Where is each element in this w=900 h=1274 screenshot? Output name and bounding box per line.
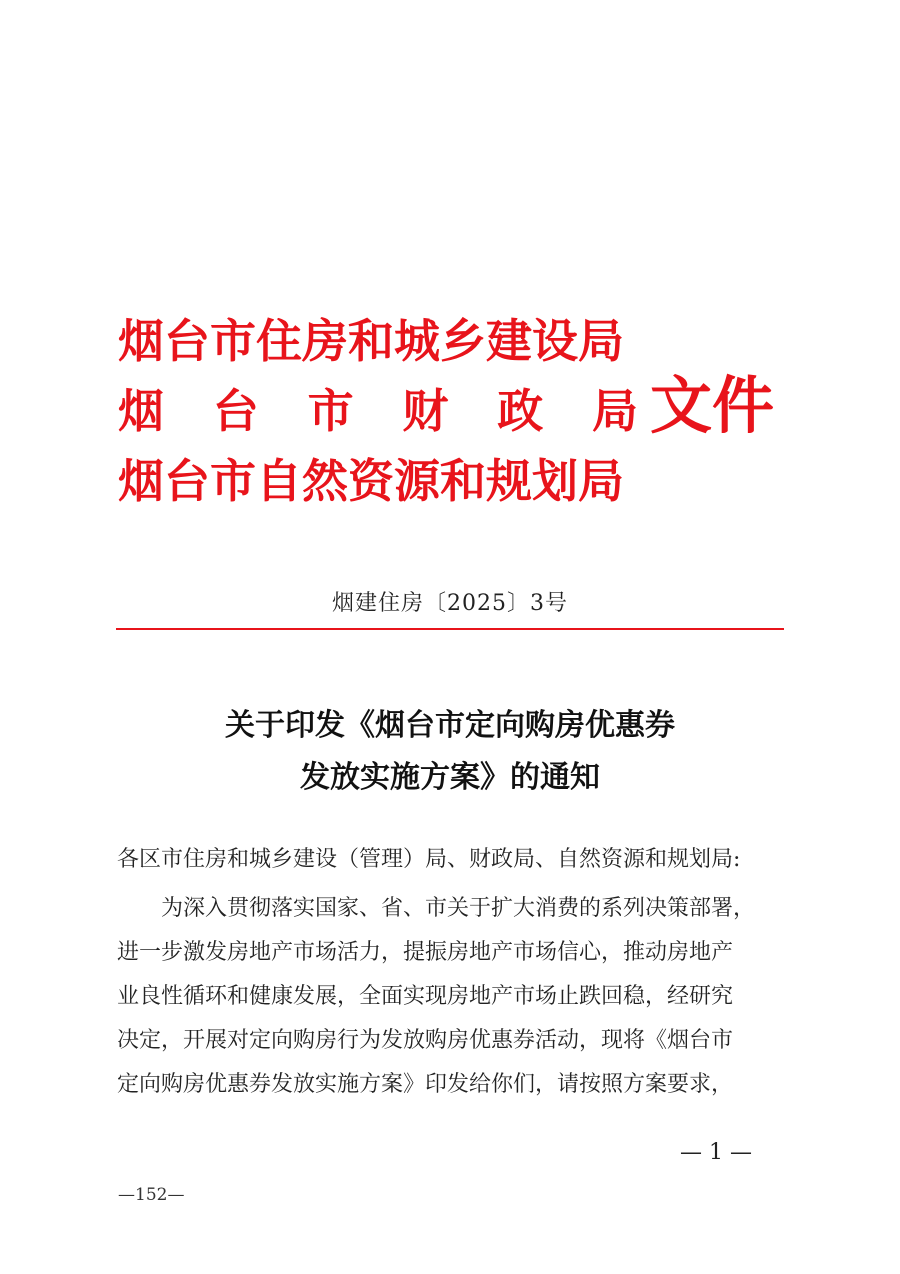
red-divider [116, 628, 784, 630]
document-number: 烟建住房〔2025〕3号 [332, 591, 568, 616]
issuer-finance-bureau: 烟台市财政局 [118, 384, 638, 438]
issuer-housing-bureau: 烟台市住房和城乡建设局 [118, 314, 624, 368]
title-line-2: 发放实施方案》的通知 [300, 760, 600, 795]
page-number: — 1 — [680, 1140, 752, 1165]
body-paragraph [117, 887, 785, 1107]
body-line: 为深入贯彻落实国家、省、市关于扩大消费的系列决策部署， [161, 896, 756, 921]
salutation: 各区市住房和城乡建设（管理）局、财政局、自然资源和规划局: [117, 847, 741, 872]
title-line-1: 关于印发《烟台市定向购房优惠券 [225, 708, 675, 743]
issuer-natural-resources-bureau: 烟台市自然资源和规划局 [118, 454, 624, 508]
body-line: 决定，开展对定向购房行为发放购房优惠券活动，现将《烟台市 [117, 1028, 734, 1053]
document-suffix: 文件 [650, 369, 775, 442]
body-line: 进一步激发房地产市场活力，提振房地产市场信心，推动房地产 [117, 940, 734, 965]
print-page-number: —152— [118, 1185, 185, 1205]
document-title [0, 700, 900, 804]
body-line: 定向购房优惠券发放实施方案》印发给你们，请按照方案要求， [117, 1072, 734, 1097]
body-line: 业良性循环和健康发展，全面实现房地产市场止跌回稳，经研究 [117, 984, 734, 1009]
